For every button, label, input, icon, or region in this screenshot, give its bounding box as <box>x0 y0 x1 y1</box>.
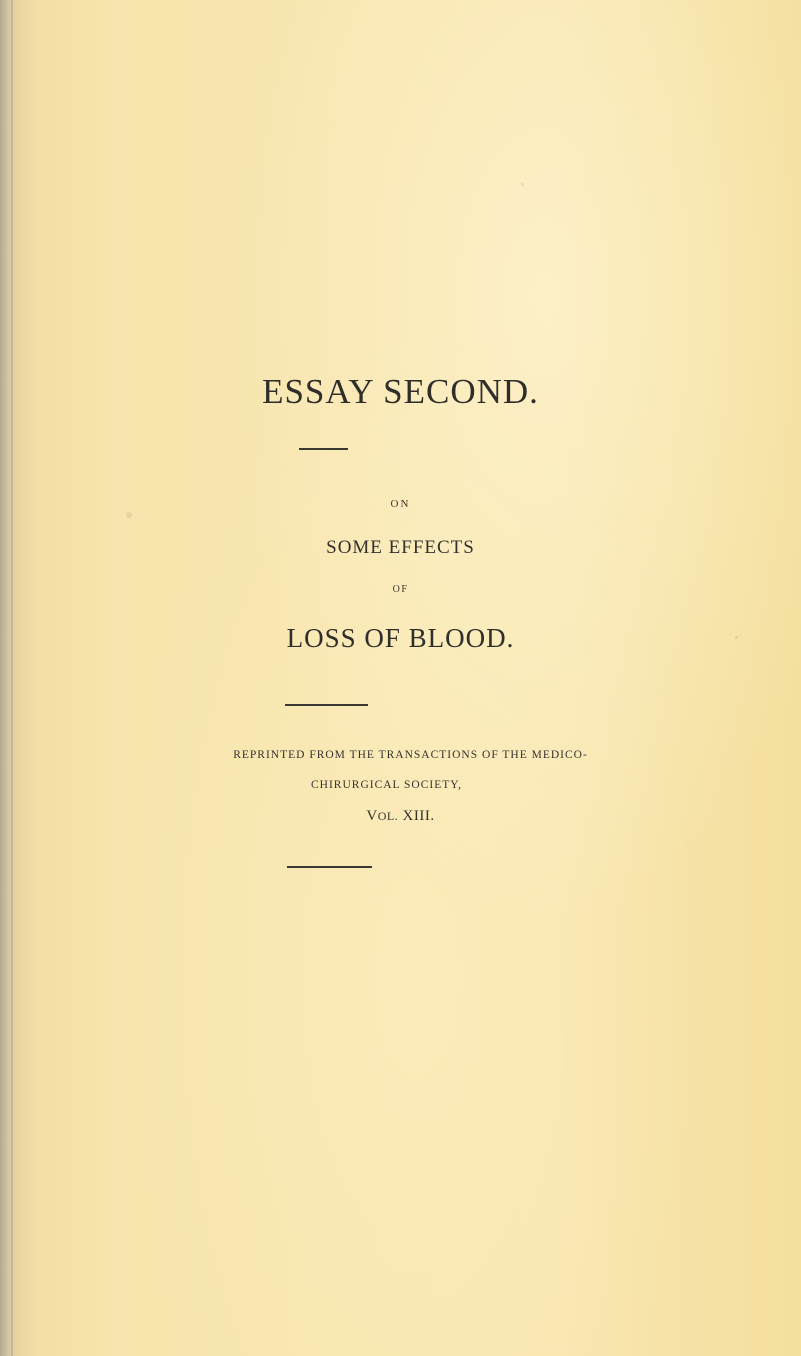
divider-rule <box>285 704 368 706</box>
divider-rule <box>287 866 372 868</box>
reprint-note-line-1: REPRINTED FROM THE TRANSACTIONS OF THE MEDICO- <box>233 749 588 761</box>
reprint-note-line-2: CHIRURGICAL SOCIETY, <box>311 779 462 791</box>
of-word: OF <box>392 584 409 595</box>
binding-shadow <box>0 0 18 1356</box>
foxing-spot <box>521 183 524 186</box>
subject-line-loss-of-blood: LOSS OF BLOOD. <box>286 623 515 653</box>
divider-rule <box>299 448 348 450</box>
binding-line <box>11 0 13 1356</box>
on-word: ON <box>390 498 411 510</box>
subject-line-some-effects: SOME EFFECTS <box>326 537 475 558</box>
foxing-spot <box>126 512 132 518</box>
volume-small-caps: OL. <box>377 809 399 823</box>
volume-number: XIII. <box>398 808 435 824</box>
essay-title: ESSAY SECOND. <box>262 372 539 411</box>
volume-label <box>0 807 801 825</box>
volume-prefix: V <box>366 808 378 824</box>
